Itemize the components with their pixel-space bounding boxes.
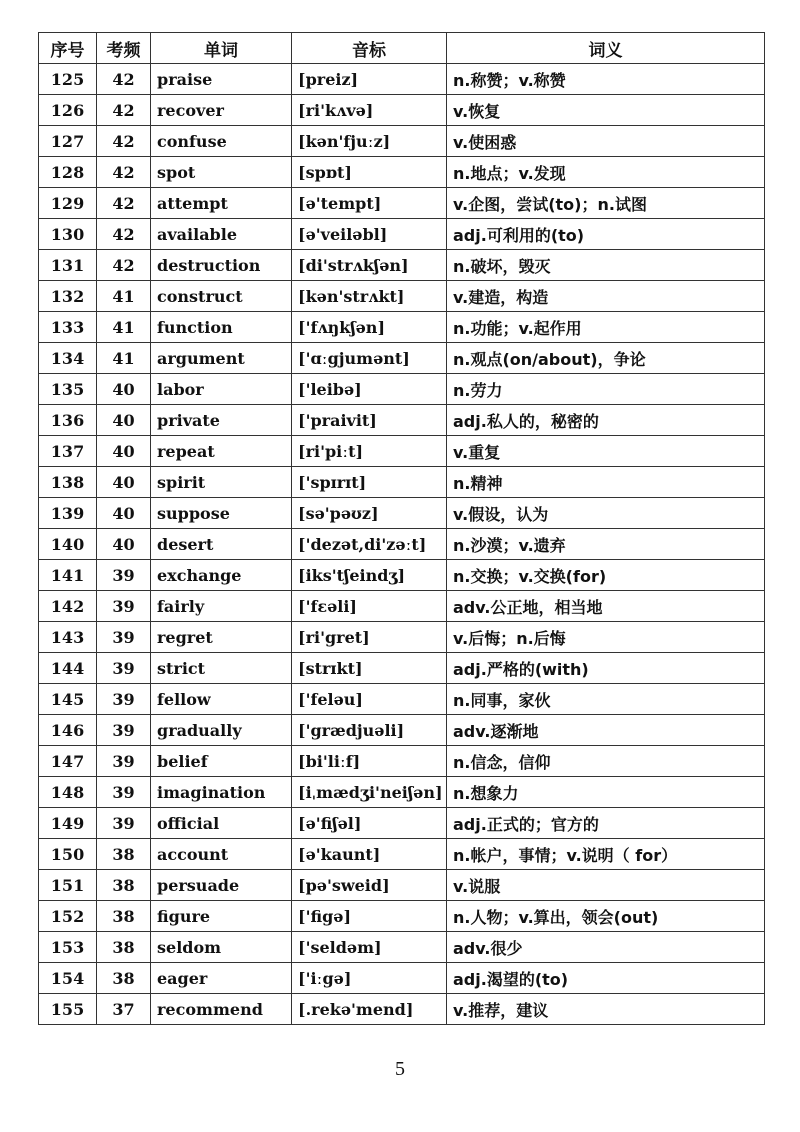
cell-meaning: n.信念，信仰 [447, 746, 765, 777]
cell-word: recommend [151, 994, 292, 1025]
cell-meaning: n.地点；v.发现 [447, 157, 765, 188]
cell-word: exchange [151, 560, 292, 591]
cell-number: 148 [39, 777, 97, 808]
cell-number: 139 [39, 498, 97, 529]
page-number: 5 [395, 1058, 405, 1080]
cell-phonetic: [preiz] [292, 64, 447, 95]
cell-number: 151 [39, 870, 97, 901]
cell-meaning: n.精神 [447, 467, 765, 498]
cell-phonetic: [.rekə'mend] [292, 994, 447, 1025]
cell-meaning: n.交换；v.交换(for) [447, 560, 765, 591]
cell-word: argument [151, 343, 292, 374]
table-row [39, 560, 765, 591]
cell-number: 134 [39, 343, 97, 374]
table-header-row [39, 33, 765, 64]
cell-phonetic: ['seldəm] [292, 932, 447, 963]
cell-number: 127 [39, 126, 97, 157]
cell-phonetic: [iˌmædʒi'neiʃən] [292, 777, 447, 808]
cell-word: imagination [151, 777, 292, 808]
table-row [39, 498, 765, 529]
cell-meaning: adj.渴望的(to) [447, 963, 765, 994]
cell-number: 150 [39, 839, 97, 870]
table-row [39, 622, 765, 653]
cell-word: gradually [151, 715, 292, 746]
cell-frequency: 37 [97, 994, 151, 1025]
cell-phonetic: [ri'piːt] [292, 436, 447, 467]
cell-frequency: 39 [97, 808, 151, 839]
table-row [39, 405, 765, 436]
table-body [39, 64, 765, 1025]
table-row [39, 715, 765, 746]
table-row [39, 839, 765, 870]
cell-number: 142 [39, 591, 97, 622]
cell-word: persuade [151, 870, 292, 901]
cell-word: available [151, 219, 292, 250]
cell-phonetic: [strɪkt] [292, 653, 447, 684]
cell-number: 125 [39, 64, 97, 95]
cell-phonetic: [spɒt] [292, 157, 447, 188]
table-row [39, 312, 765, 343]
cell-number: 133 [39, 312, 97, 343]
cell-number: 147 [39, 746, 97, 777]
cell-frequency: 40 [97, 436, 151, 467]
cell-phonetic: ['fʌŋkʃən] [292, 312, 447, 343]
cell-word: belief [151, 746, 292, 777]
cell-number: 135 [39, 374, 97, 405]
cell-frequency: 38 [97, 870, 151, 901]
cell-phonetic: [bi'liːf] [292, 746, 447, 777]
table-row [39, 932, 765, 963]
header-word: 单词 [151, 33, 292, 64]
cell-word: construct [151, 281, 292, 312]
cell-word: private [151, 405, 292, 436]
cell-meaning: n.观点(on/about)，争论 [447, 343, 765, 374]
cell-frequency: 39 [97, 653, 151, 684]
cell-meaning: n.人物；v.算出，领会(out) [447, 901, 765, 932]
table-row [39, 777, 765, 808]
table-row [39, 64, 765, 95]
cell-frequency: 39 [97, 746, 151, 777]
cell-frequency: 40 [97, 467, 151, 498]
table-row [39, 994, 765, 1025]
cell-frequency: 41 [97, 281, 151, 312]
cell-frequency: 42 [97, 188, 151, 219]
cell-number: 140 [39, 529, 97, 560]
cell-phonetic: ['praivit] [292, 405, 447, 436]
cell-phonetic: ['spɪrɪt] [292, 467, 447, 498]
cell-frequency: 42 [97, 157, 151, 188]
cell-meaning: n.想象力 [447, 777, 765, 808]
cell-number: 132 [39, 281, 97, 312]
cell-frequency: 42 [97, 250, 151, 281]
table-row [39, 746, 765, 777]
cell-phonetic: [di'strʌkʃən] [292, 250, 447, 281]
cell-word: strict [151, 653, 292, 684]
table-row [39, 126, 765, 157]
cell-number: 153 [39, 932, 97, 963]
cell-frequency: 41 [97, 312, 151, 343]
cell-word: official [151, 808, 292, 839]
cell-meaning: v.说服 [447, 870, 765, 901]
cell-number: 154 [39, 963, 97, 994]
cell-phonetic: ['figə] [292, 901, 447, 932]
cell-meaning: n.破坏，毁灭 [447, 250, 765, 281]
cell-number: 145 [39, 684, 97, 715]
cell-meaning: v.后悔；n.后悔 [447, 622, 765, 653]
table-row [39, 963, 765, 994]
cell-frequency: 41 [97, 343, 151, 374]
cell-word: labor [151, 374, 292, 405]
cell-phonetic: [kən'strʌkt] [292, 281, 447, 312]
cell-word: figure [151, 901, 292, 932]
cell-number: 138 [39, 467, 97, 498]
cell-number: 143 [39, 622, 97, 653]
cell-frequency: 42 [97, 126, 151, 157]
cell-word: account [151, 839, 292, 870]
cell-meaning: v.建造，构造 [447, 281, 765, 312]
cell-word: fellow [151, 684, 292, 715]
cell-phonetic: [ə'kaunt] [292, 839, 447, 870]
cell-meaning: n.同事，家伙 [447, 684, 765, 715]
table-row [39, 250, 765, 281]
cell-meaning: adv.公正地，相当地 [447, 591, 765, 622]
cell-number: 131 [39, 250, 97, 281]
cell-meaning: adj.正式的；官方的 [447, 808, 765, 839]
cell-word: spot [151, 157, 292, 188]
cell-meaning: adj.严格的(with) [447, 653, 765, 684]
cell-number: 126 [39, 95, 97, 126]
cell-phonetic: ['iːgə] [292, 963, 447, 994]
cell-meaning: n.沙漠；v.遗弃 [447, 529, 765, 560]
cell-number: 149 [39, 808, 97, 839]
cell-frequency: 40 [97, 498, 151, 529]
vocabulary-table [38, 32, 765, 1025]
cell-meaning: n.称赞；v.称赞 [447, 64, 765, 95]
cell-meaning: adj.私人的，秘密的 [447, 405, 765, 436]
table-row [39, 343, 765, 374]
cell-phonetic: ['fɛəli] [292, 591, 447, 622]
cell-number: 137 [39, 436, 97, 467]
cell-phonetic: [sə'pəʊz] [292, 498, 447, 529]
cell-number: 130 [39, 219, 97, 250]
table-row [39, 653, 765, 684]
cell-frequency: 38 [97, 932, 151, 963]
cell-meaning: n.功能；v.起作用 [447, 312, 765, 343]
cell-meaning: v.使困惑 [447, 126, 765, 157]
table-row [39, 219, 765, 250]
cell-number: 136 [39, 405, 97, 436]
cell-word: suppose [151, 498, 292, 529]
cell-phonetic: [ri'kʌvə] [292, 95, 447, 126]
cell-word: seldom [151, 932, 292, 963]
cell-meaning: adv.很少 [447, 932, 765, 963]
cell-frequency: 40 [97, 374, 151, 405]
cell-word: recover [151, 95, 292, 126]
table-row [39, 870, 765, 901]
cell-word: confuse [151, 126, 292, 157]
cell-frequency: 39 [97, 622, 151, 653]
cell-number: 141 [39, 560, 97, 591]
table-row [39, 901, 765, 932]
cell-phonetic: ['grædjuəli] [292, 715, 447, 746]
cell-number: 155 [39, 994, 97, 1025]
cell-word: regret [151, 622, 292, 653]
header-frequency: 考频 [97, 33, 151, 64]
cell-phonetic: ['feləu] [292, 684, 447, 715]
cell-meaning: v.假设，认为 [447, 498, 765, 529]
cell-frequency: 40 [97, 405, 151, 436]
cell-phonetic: [ri'gret] [292, 622, 447, 653]
cell-meaning: v.企图，尝试(to)；n.试图 [447, 188, 765, 219]
table-row [39, 374, 765, 405]
cell-frequency: 39 [97, 591, 151, 622]
cell-frequency: 39 [97, 715, 151, 746]
cell-word: spirit [151, 467, 292, 498]
cell-number: 128 [39, 157, 97, 188]
cell-word: repeat [151, 436, 292, 467]
cell-word: eager [151, 963, 292, 994]
cell-word: destruction [151, 250, 292, 281]
header-phonetic: 音标 [292, 33, 447, 64]
cell-meaning: adj.可利用的(to) [447, 219, 765, 250]
cell-frequency: 42 [97, 219, 151, 250]
cell-meaning: v.恢复 [447, 95, 765, 126]
cell-phonetic: ['dezət,di'zəːt] [292, 529, 447, 560]
table-row [39, 95, 765, 126]
cell-word: attempt [151, 188, 292, 219]
cell-frequency: 39 [97, 684, 151, 715]
cell-phonetic: [iks'tʃeindʒ] [292, 560, 447, 591]
cell-phonetic: [ə'fiʃəl] [292, 808, 447, 839]
cell-phonetic: ['leibə] [292, 374, 447, 405]
table-row [39, 684, 765, 715]
table-row [39, 281, 765, 312]
table-row [39, 436, 765, 467]
cell-phonetic: [pə'sweid] [292, 870, 447, 901]
cell-phonetic: ['ɑːgjumənt] [292, 343, 447, 374]
cell-frequency: 38 [97, 901, 151, 932]
header-meaning: 词义 [447, 33, 765, 64]
cell-word: praise [151, 64, 292, 95]
cell-meaning: n.劳力 [447, 374, 765, 405]
cell-word: desert [151, 529, 292, 560]
cell-meaning: v.推荐，建议 [447, 994, 765, 1025]
cell-frequency: 40 [97, 529, 151, 560]
cell-word: function [151, 312, 292, 343]
cell-frequency: 39 [97, 777, 151, 808]
cell-number: 129 [39, 188, 97, 219]
table-row [39, 808, 765, 839]
cell-meaning: v.重复 [447, 436, 765, 467]
cell-word: fairly [151, 591, 292, 622]
cell-phonetic: [kən'fjuːz] [292, 126, 447, 157]
cell-frequency: 39 [97, 560, 151, 591]
cell-number: 144 [39, 653, 97, 684]
table-row [39, 529, 765, 560]
cell-frequency: 42 [97, 64, 151, 95]
cell-phonetic: [ə'tempt] [292, 188, 447, 219]
table-row [39, 157, 765, 188]
table-row [39, 591, 765, 622]
header-number: 序号 [39, 33, 97, 64]
cell-frequency: 38 [97, 963, 151, 994]
cell-frequency: 42 [97, 95, 151, 126]
cell-frequency: 38 [97, 839, 151, 870]
table-row [39, 467, 765, 498]
cell-number: 152 [39, 901, 97, 932]
cell-number: 146 [39, 715, 97, 746]
cell-phonetic: [ə'veiləbl] [292, 219, 447, 250]
cell-meaning: adv.逐渐地 [447, 715, 765, 746]
table-row [39, 188, 765, 219]
cell-meaning: n.帐户，事情；v.说明（ for） [447, 839, 765, 870]
